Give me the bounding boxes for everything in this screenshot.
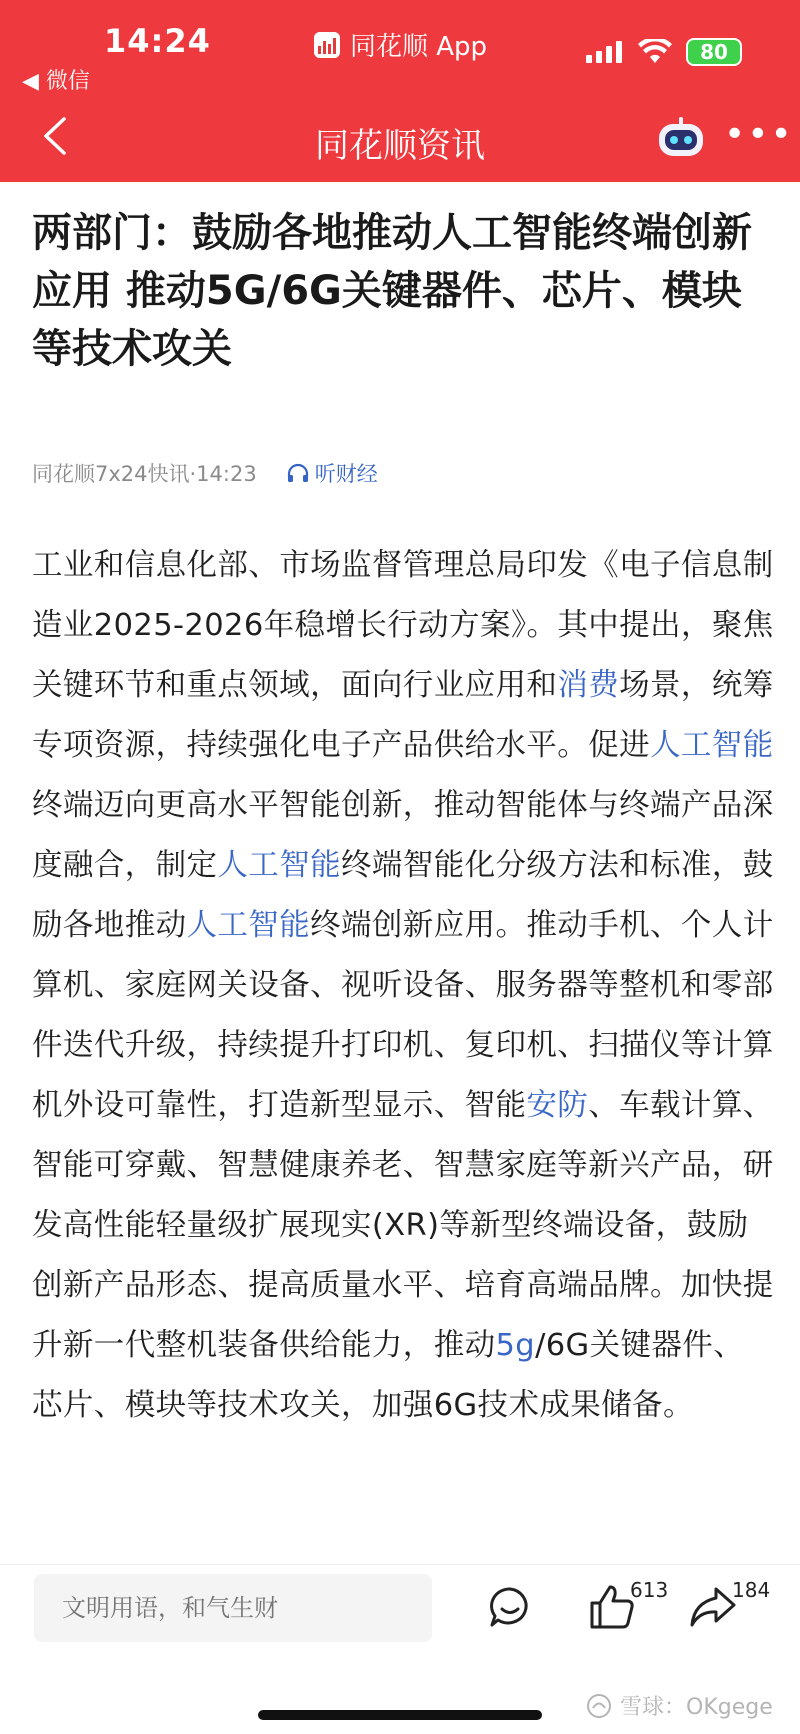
stock-topic-link[interactable]: 5g [495,1328,536,1363]
body-text-segment: 终端智能化分级方法和标准，鼓励各地推动 [32,848,774,943]
article-headline: 两部门：鼓励各地推动人工智能终端创新应用 推动5G/6G关键器件、芯片、模块等技术攻关 [32,210,752,372]
body-text-segment: /6G关键器件、芯片、模块等技术攻关，加强6G技术成果储备。 [32,1328,745,1423]
status-indicators [586,38,742,66]
headphones-icon [287,463,309,483]
body-text-segment: 场景，统筹专项资源，持续强化电子产品供给水平。促进 [32,668,774,763]
back-to-wechat-link[interactable]: ◀ 微信 [22,69,90,94]
thumbs-up-icon[interactable] [588,1583,636,1631]
status-app-name: 同花顺 App [350,32,488,62]
listen-label: 听财经 [314,462,378,486]
article-meta [32,458,378,488]
share-icon[interactable] [688,1585,738,1629]
snowball-logo-icon [586,1693,612,1719]
app-logo-icon [314,32,340,58]
battery-indicator: 80 [686,38,742,66]
listen-button[interactable] [287,458,378,488]
more-dots-icon[interactable]: ••• [724,114,794,155]
nav-title: 同花顺资讯 [315,126,485,166]
comment-input[interactable] [34,1574,432,1642]
home-indicator [258,1710,542,1720]
comment-icon[interactable] [488,1585,532,1629]
wifi-icon [638,39,672,65]
article-source-time: 同花顺7x24快讯·14:23 [32,462,257,486]
body-text-segment: 、车载计算、智能可穿戴、智慧健康养老、智慧家庭等新兴产品，研发高性能轻量级扩展现实(XR)等新型终端设备，鼓励创新产品形态、提高质量水平、培育高端品牌。加快提升新一代整机装备供给能力，推动 [32,1088,774,1363]
article-body [32,536,774,1436]
status-time: 14:24 [104,22,211,60]
stock-topic-link[interactable]: 人工智能 [186,908,311,943]
like-count: 613 [630,1578,669,1602]
status-app-indicator [314,26,487,63]
top-bar [0,0,800,182]
stock-topic-link[interactable]: 安防 [526,1088,589,1123]
stock-topic-link[interactable]: 人工智能 [217,848,342,883]
stock-topic-link[interactable]: 消费 [557,668,620,703]
stock-topic-link[interactable]: 人工智能 [650,728,774,763]
share-count: 184 [732,1578,771,1602]
robot-icon[interactable] [656,116,706,160]
body-text-segment: 工业和信息化部、市场监督管理总局印发《电子信息制造业2025-2026年稳增长行动方案》。其中提出，聚焦关键环节和重点领域，面向行业应用和 [32,548,774,703]
watermark-text: 雪球：OKgege [620,1695,773,1720]
watermark [586,1690,773,1721]
body-text-segment: 终端迈向更高水平智能创新，推动智能体与终端产品深度融合，制定 [32,788,774,883]
cellular-signal-icon [586,41,622,63]
body-text-segment: 终端创新应用。推动手机、个人计算机、家庭网关设备、视听设备、服务器等整机和零部件迭代升级，持续提升打印机、复印机、扫描仪等计算机外设可靠性，打造新型显示、智能 [32,908,774,1123]
